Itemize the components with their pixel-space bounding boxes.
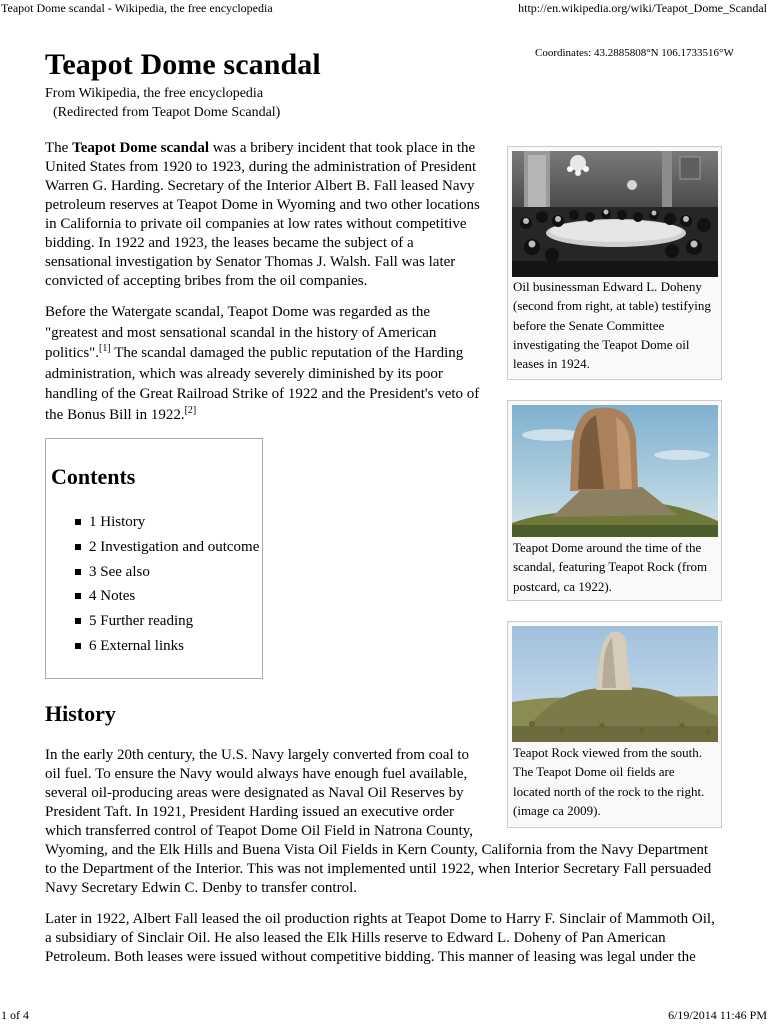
toc-item-label[interactable]: 5 Further reading xyxy=(89,613,194,630)
history-line: to the Department of the Interior. This was not implemented until 1922, when Interior Secretary Fall persuaded xyxy=(45,861,712,877)
caption-line: scandal, featuring Teapot Rock (from xyxy=(513,559,708,575)
toc-item-label[interactable]: 2 Investigation and outcome xyxy=(89,538,260,555)
caption-line: before the Senate Committee xyxy=(513,317,665,333)
legacy-line: "greatest and most sensational scandal in the history of American xyxy=(45,324,437,341)
toc-item-label[interactable]: 6 External links xyxy=(89,637,184,654)
caption-line: The Teapot Dome oil fields are xyxy=(513,764,675,780)
intro-paragraph xyxy=(45,139,490,291)
reference-link-1[interactable]: [1] xyxy=(99,343,111,354)
bullet-icon xyxy=(75,593,81,599)
site-subtitle: From Wikipedia, the free encyclopedia xyxy=(45,86,264,101)
senate-hearing-photo[interactable] xyxy=(512,151,718,277)
table-of-contents xyxy=(45,438,263,679)
bullet-icon xyxy=(75,643,81,649)
print-header-url[interactable]: http://en.wikipedia.org/wiki/Teapot_Dome_Scandal xyxy=(518,1,767,15)
history-line: Wyoming, and the Elk Hills and Buena Vista Oil Fields in Kern County, California from the Navy Department xyxy=(45,842,709,858)
history-line: several oil-producing areas were designated as Naval Oil Reserves by xyxy=(45,785,464,801)
caption-line: (second from right, at table) testifying xyxy=(513,298,711,314)
caption-line: Teapot Dome around the time of the xyxy=(513,540,702,555)
intro-bold-term: Teapot Dome scandal xyxy=(72,140,210,156)
history-line: Later in 1922, Albert Fall leased the oil production rights at Teapot Dome to Harry F. Sinclair of Mammoth Oil, xyxy=(45,911,715,927)
toc-heading: Contents xyxy=(51,464,136,489)
legacy-paragraph xyxy=(45,303,490,426)
caption-line: investigating the Teapot Dome oil xyxy=(513,336,690,352)
print-footer-timestamp: 6/19/2014 11:46 PM xyxy=(668,1008,767,1022)
legacy-line: handling of the Great Railroad Strike of 1922 and the President's veto of xyxy=(45,386,480,402)
legacy-line: Before the Watergate scandal, Teapot Dome was regarded as the xyxy=(45,304,431,320)
intro-line: convicted of accepting bribes from the oil companies. xyxy=(45,273,368,289)
coordinates[interactable]: Coordinates: 43.2885808°N 106.1733516°W xyxy=(535,47,734,59)
thumbnail-teapot-rock xyxy=(507,621,722,828)
history-line: a subsidiary of Sinclair Oil. He also leased the Elk Hills reserve to Edward L. Doheny of Pan American xyxy=(45,930,666,946)
bullet-icon xyxy=(75,519,81,525)
thumbnail-caption xyxy=(513,538,719,596)
intro-prefix: The xyxy=(45,140,73,156)
thumbnail-caption xyxy=(513,277,719,373)
intro-line: bidding. In 1922 and 1923, the leases became the subject of a xyxy=(45,235,414,251)
print-footer-page-count: 1 of 4 xyxy=(1,1008,29,1022)
history-paragraph-2 xyxy=(45,910,715,967)
intro-line: sensational investigation by Senator Thomas J. Walsh. Fall was later xyxy=(45,254,456,270)
reference-link-2[interactable]: [2] xyxy=(184,404,197,416)
caption-line: (image ca 2009). xyxy=(513,802,601,818)
teapot-rock-photo[interactable] xyxy=(512,626,718,742)
history-line: Navy Secretary Edwin C. Denby to transfer control. xyxy=(45,880,357,896)
bullet-icon xyxy=(75,544,81,550)
caption-line: leases in 1924. xyxy=(513,356,590,372)
redirect-note[interactable]: (Redirected from Teapot Dome Scandal) xyxy=(53,105,281,120)
thumbnail-caption xyxy=(513,743,719,820)
toc-list xyxy=(75,512,259,661)
caption-line: located north of the rock to the right. xyxy=(513,783,705,799)
caption-line: Teapot Rock viewed from the south. xyxy=(513,745,702,760)
legacy-line: administration, which was already severely diminished by its poor xyxy=(45,365,443,382)
toc-item-investigation[interactable] xyxy=(75,537,259,562)
history-line: oil fuel. To ensure the Navy would always have enough fuel available, xyxy=(45,766,468,782)
intro-line: Warren G. Harding. Secretary of the Interior Albert B. Fall leased Navy xyxy=(45,178,475,194)
toc-item-notes[interactable] xyxy=(75,586,259,611)
toc-item-external-links[interactable] xyxy=(75,636,259,661)
history-line: Petroleum. Both leases were issued without competitive bidding. This manner of leasing was legal under the xyxy=(45,949,696,965)
thumbnail-postcard xyxy=(507,400,722,601)
caption-line: postcard, ca 1922). xyxy=(513,578,612,594)
legacy-line: politics". xyxy=(45,345,100,361)
toc-item-see-also[interactable] xyxy=(75,562,259,587)
intro-line: United States from 1920 to 1923, during the administration of President xyxy=(45,159,477,175)
intro-line1-rest: was a bribery incident that took place in the xyxy=(209,140,476,156)
toc-item-label[interactable]: 4 Notes xyxy=(89,588,136,605)
print-header-title: Teapot Dome scandal - Wikipedia, the free encyclopedia xyxy=(1,1,273,15)
toc-item-further-reading[interactable] xyxy=(75,611,259,636)
legacy-line: the Bonus Bill in 1922. xyxy=(45,406,185,423)
page-title: Teapot Dome scandal xyxy=(45,48,321,81)
intro-line: in California to private oil companies at low rates without competitive xyxy=(45,216,467,232)
bullet-icon xyxy=(75,618,81,624)
history-line: In the early 20th century, the U.S. Navy largely converted from coal to xyxy=(45,747,470,763)
legacy-line: The scandal damaged the public reputation of the Harding xyxy=(110,345,464,361)
teapot-rock-postcard[interactable] xyxy=(512,405,718,537)
bullet-icon xyxy=(75,569,81,575)
thumbnail-senate-hearing xyxy=(507,146,722,380)
caption-line: Oil businessman Edward L. Doheny xyxy=(513,279,702,294)
toc-item-label[interactable]: 3 See also xyxy=(89,563,150,580)
history-line: which transferred control of Teapot Dome Oil Field in Natrona County, xyxy=(45,823,474,839)
history-line: President Taft. In 1921, President Harding issued an executive order xyxy=(45,804,454,820)
toc-item-history[interactable] xyxy=(75,512,259,537)
history-heading: History xyxy=(45,701,116,726)
toc-item-label[interactable]: 1 History xyxy=(89,514,146,530)
intro-line: petroleum reserves at Teapot Dome in Wyoming and two other locations xyxy=(45,197,480,213)
